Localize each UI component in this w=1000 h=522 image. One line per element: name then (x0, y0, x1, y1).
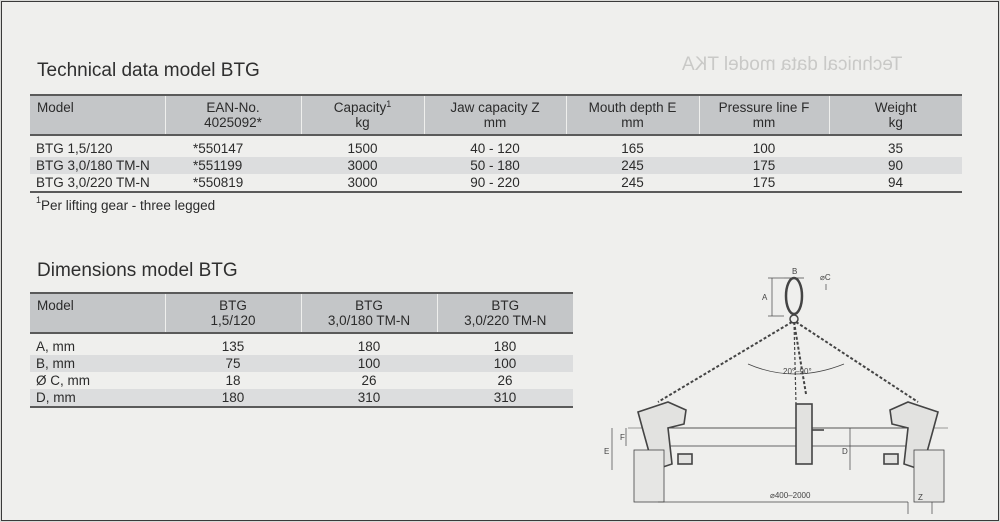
cell-capacity: 3000 (347, 175, 378, 190)
cell-dimension: D, mm (30, 389, 165, 407)
cell-value: 310 (437, 389, 573, 407)
cell-jaw: 40 - 120 (470, 141, 520, 156)
header-weight: Weight kg (829, 95, 962, 135)
dimensions-title: Dimensions model BTG (37, 260, 238, 281)
cell-capacity: 1500 (347, 141, 378, 156)
label-a: A (762, 293, 768, 302)
cell-value: 180 (493, 339, 517, 354)
document-page (1, 1, 999, 521)
cell-weight: 90 (829, 157, 962, 174)
table-row (30, 372, 573, 389)
cell-ean: *550819 (193, 175, 244, 190)
table-row (30, 333, 573, 355)
table-row (30, 355, 573, 372)
center-clamp (796, 404, 824, 464)
table-row (30, 389, 573, 407)
header-pressure-line: Pressure line F mm (699, 95, 829, 135)
technical-data-table (30, 94, 962, 193)
cell-capacity: 3000 (301, 157, 424, 174)
cell-model: BTG 1,5/120 (36, 141, 113, 156)
master-ring (786, 278, 802, 314)
cell-mouth: 245 (621, 175, 644, 190)
header-capacity: Capacity$^1$ kg (301, 95, 424, 135)
cell-model: BTG 3,0/180 TM-N (30, 157, 165, 174)
header-jaw-capacity: Jaw capacity Z mm (424, 95, 566, 135)
cell-jaw: 50 - 180 (424, 157, 566, 174)
header-mouth-depth: Mouth depth E mm (566, 95, 699, 135)
label-d: D (842, 447, 848, 456)
bleed-through-text: Technical data model TKA (682, 54, 903, 75)
span-label: ⌀400–2000 (770, 491, 811, 500)
table-row (30, 174, 962, 192)
cell-value: 26 (361, 373, 377, 388)
left-support (634, 450, 664, 502)
header-btg-3-0-220: BTG 3,0/220 TM-N (437, 293, 573, 333)
cell-value: 310 (301, 389, 437, 407)
load-beam (648, 428, 928, 446)
cell-ean: *550147 (193, 141, 244, 156)
cell-ean: *551199 (165, 157, 301, 174)
label-f: F (620, 433, 625, 442)
footnote: $^1$Per lifting gear - three legged (36, 195, 216, 213)
cell-weight: 94 (887, 175, 904, 190)
cell-value: 100 (437, 355, 573, 372)
table-row (30, 157, 962, 174)
header-model: Model (30, 95, 165, 135)
angle-label: 20°–90° (783, 367, 812, 376)
cell-value: 18 (225, 373, 241, 388)
cell-pressure: 175 (752, 175, 776, 190)
cell-mouth: 165 (621, 141, 644, 156)
header-ean: EAN-No. 4025092* (165, 95, 301, 135)
cell-pressure: 175 (699, 157, 829, 174)
cell-value: 100 (301, 355, 437, 372)
label-e: E (604, 447, 610, 456)
cell-model: BTG 3,0/220 TM-N (36, 175, 150, 190)
table-header-row (30, 293, 573, 333)
cell-value: 135 (221, 339, 245, 354)
header-btg-3-0-180: BTG 3,0/180 TM-N (301, 293, 437, 333)
cell-dimension: Ø C, mm (36, 373, 90, 388)
cell-value: 180 (357, 339, 381, 354)
cell-value: 26 (497, 373, 513, 388)
technical-data-title: Technical data model BTG (37, 60, 260, 81)
lifting-clamp-diagram (598, 264, 978, 516)
dimensions-table (30, 292, 573, 408)
cell-dimension: A, mm (36, 339, 75, 354)
table-header-row (30, 95, 962, 135)
label-b: B (792, 267, 798, 276)
label-c: ⌀C (820, 273, 831, 282)
header-model: Model (30, 293, 165, 333)
chain-legs (658, 322, 918, 404)
cell-jaw: 90 - 220 (470, 175, 520, 190)
cell-mouth: 245 (566, 157, 699, 174)
cell-dimension: B, mm (30, 355, 165, 372)
cell-value: 75 (165, 355, 301, 372)
cell-weight: 35 (887, 141, 904, 156)
cell-pressure: 100 (752, 141, 776, 156)
header-btg-1-5-120: BTG 1,5/120 (165, 293, 301, 333)
label-z: Z (918, 493, 923, 502)
cell-value: 180 (165, 389, 301, 407)
table-row (30, 135, 962, 157)
